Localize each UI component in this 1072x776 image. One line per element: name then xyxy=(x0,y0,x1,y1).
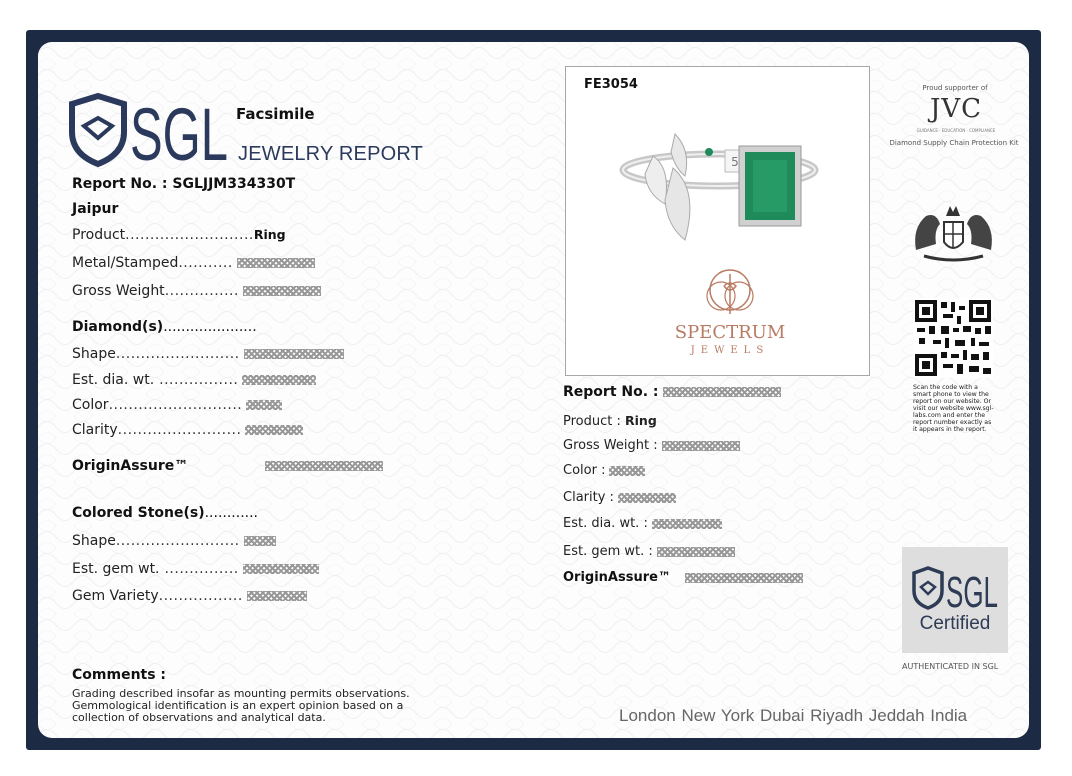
svg-text:5: 5 xyxy=(731,155,739,169)
gross-weight-row-secondary: Gross Weight : xyxy=(563,438,740,453)
shield-icon xyxy=(72,96,124,164)
spectrum-logo xyxy=(697,268,763,326)
shape-row: Shape......................... xyxy=(72,346,344,362)
redacted-value xyxy=(657,547,735,557)
report-city: Jaipur xyxy=(72,201,119,217)
report-number-secondary: Report No. : xyxy=(563,384,781,400)
jvc-proud-text: Proud supporter of xyxy=(922,84,988,92)
redacted-value xyxy=(663,387,781,397)
metal-row: Metal/Stamped........... xyxy=(72,255,315,271)
redacted-value xyxy=(242,375,316,385)
redacted-value xyxy=(245,425,303,435)
redacted-value xyxy=(246,400,282,410)
comments-title: Comments : xyxy=(72,667,167,683)
clarity-row: Clarity......................... xyxy=(72,422,303,438)
facsimile-label: Facsimile xyxy=(236,105,315,123)
report-number: Report No. : SGLJJM334330T xyxy=(72,176,296,192)
redacted-value xyxy=(685,573,803,583)
jvc-tagline: GUIDANCE · EDUCATION · COMPLIANCE xyxy=(916,128,996,133)
redacted-value xyxy=(244,349,344,359)
redacted-value xyxy=(243,286,321,296)
item-code: FE3054 xyxy=(584,77,638,92)
colored-stones-heading: Colored Stone(s)............ xyxy=(72,505,258,521)
redacted-value xyxy=(265,461,383,471)
redacted-value xyxy=(247,591,307,601)
gross-weight-row: Gross Weight............... xyxy=(72,283,321,299)
origin-assure-row: OriginAssure™ xyxy=(72,458,383,474)
certified-label: Certified xyxy=(919,613,991,634)
report-type: JEWELRY REPORT xyxy=(238,143,424,165)
qr-code[interactable] xyxy=(913,298,993,378)
sgl-logo xyxy=(66,92,230,168)
est-dia-wt-row-secondary: Est. dia. wt. : xyxy=(563,516,722,531)
clarity-row-secondary: Clarity : xyxy=(563,490,676,505)
jvc-subtitle: Diamond Supply Chain Protection Kit xyxy=(889,139,1019,147)
est-gem-wt-row-secondary: Est. gem wt. : xyxy=(563,544,735,559)
ring-image xyxy=(615,128,830,243)
diamonds-heading: Diamond(s)..................... xyxy=(72,319,257,335)
origin-assure-row-secondary: OriginAssure™ xyxy=(563,570,803,585)
office-cities: London New York Dubai Riyadh Jeddah India xyxy=(619,706,968,725)
redacted-value xyxy=(618,493,676,503)
qr-instructions: Scan the code with a smart phone to view the report on our website. Or visit our website www.sgl-labs.com and enter the report number exactly as it appears in the report. xyxy=(913,384,994,433)
sgl-certified-badge xyxy=(902,547,1008,653)
gem-variety-row: Gem Variety................. xyxy=(72,588,307,604)
redacted-value xyxy=(244,536,276,546)
redacted-value xyxy=(609,466,645,476)
jvc-logo: JVC xyxy=(929,94,983,124)
est-gem-wt-row: Est. gem wt. ............... xyxy=(72,561,319,577)
redacted-value xyxy=(243,564,319,574)
spectrum-brand-name: SPECTRUM xyxy=(674,322,786,343)
est-dia-wt-row: Est. dia. wt. ................ xyxy=(72,372,316,388)
redacted-value xyxy=(662,441,740,451)
color-row-secondary: Color : xyxy=(563,463,645,478)
redacted-value xyxy=(652,519,722,529)
svg-text:SGL: SGL xyxy=(130,93,228,168)
royal-crest-icon xyxy=(906,194,1001,264)
color-row: Color........................... xyxy=(72,397,282,413)
product-row-secondary: Product : Ring xyxy=(563,413,657,429)
sgl-badge-logo xyxy=(910,565,1000,611)
comments-text: Grading described insofar as mounting permits observations. Gemmological identification is an expert opinion based on a collection of observations and analytical data. xyxy=(72,687,410,724)
spectrum-brand-sub: JEWELS xyxy=(690,345,770,356)
redacted-value xyxy=(237,258,315,268)
cs-shape-row: Shape......................... xyxy=(72,533,276,549)
authenticated-text: AUTHENTICATED IN SGL xyxy=(902,662,999,671)
svg-text:SGL: SGL xyxy=(946,568,998,611)
product-row: Product..........................Ring xyxy=(72,227,286,243)
